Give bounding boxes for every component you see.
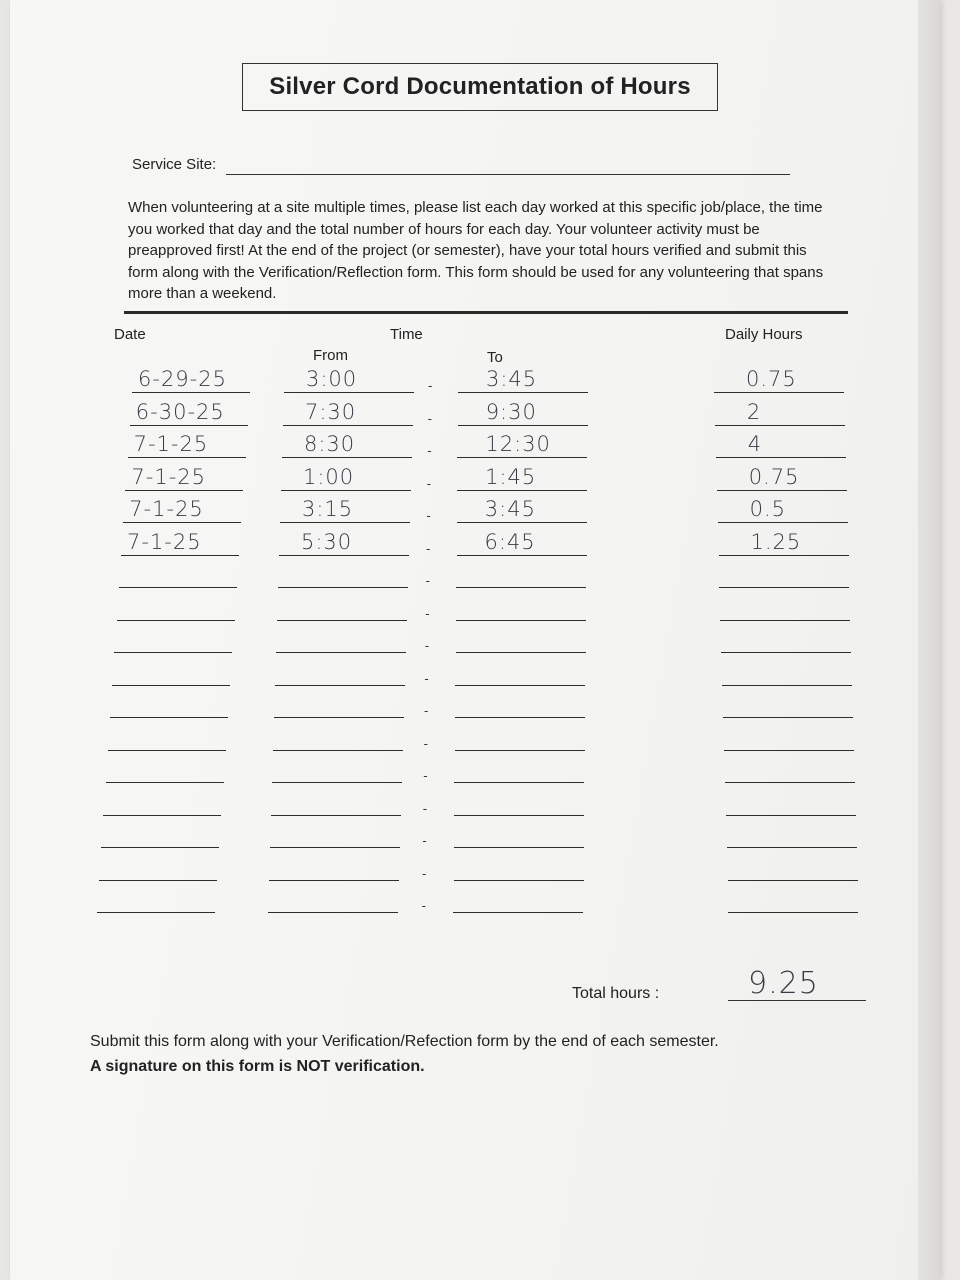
row-9-to-field[interactable] [456, 652, 586, 653]
row-15-from-field[interactable] [270, 847, 400, 848]
row-8-date-field[interactable] [117, 620, 235, 621]
row-1-separator: - [428, 378, 433, 393]
row-16-date-field[interactable] [99, 880, 217, 881]
row-2-date-field[interactable] [130, 425, 248, 426]
row-2-separator: - [427, 410, 432, 426]
row-4-to-field[interactable] [457, 490, 587, 491]
instructions-text: When volunteering at a site multiple times, please list each day worked at this specific job/place, the time you worked that day and the total number of hours for each day. Your volunteer activity must be preapproved first! At the end of the project (or semester), have your total hours verified and submit this form along with the Verification/Reflection form. This form should be used for any volunteering that spans more than a weekend. [128, 199, 824, 302]
row-2-from-value: 7:30 [305, 399, 357, 424]
row-7-date-field[interactable] [119, 587, 237, 588]
row-15-separator: - [422, 833, 427, 848]
row-11-to-field[interactable] [455, 717, 585, 718]
row-3-from-value: 8:30 [304, 432, 356, 456]
row-14-separator: - [422, 800, 428, 816]
row-11-date-field[interactable] [110, 717, 228, 718]
row-2-date-value: 6-30-25 [135, 399, 225, 424]
form-title-box [242, 63, 718, 111]
row-15-date-field[interactable] [101, 847, 219, 848]
service-site-label: Service Site: [132, 156, 217, 173]
row-7-to-field[interactable] [456, 587, 586, 588]
row-4-hours-field[interactable] [717, 490, 847, 491]
row-5-from-value: 3:15 [302, 497, 354, 521]
row-1-to-value: 3:45 [486, 367, 538, 391]
row-3-separator: - [427, 443, 432, 458]
row-4-from-value: 1:00 [303, 464, 355, 489]
header-to: To [487, 349, 503, 366]
paper-edge [918, 0, 940, 1280]
row-6-date-value: 7-1-25 [127, 529, 202, 554]
row-17-from-field[interactable] [268, 912, 398, 913]
row-5-separator: - [426, 508, 431, 523]
row-9-separator: - [424, 638, 430, 653]
row-13-from-field[interactable] [272, 782, 402, 783]
total-hours-label: Total hours : [572, 985, 660, 1002]
row-5-hours-field[interactable] [718, 522, 848, 523]
row-12-date-field[interactable] [108, 750, 226, 751]
row-15-to-field[interactable] [454, 847, 584, 848]
row-1-date-field[interactable] [132, 392, 250, 393]
row-2-from-field[interactable] [283, 425, 413, 426]
row-13-date-field[interactable] [106, 782, 224, 783]
row-3-hours-field[interactable] [716, 457, 846, 458]
row-4-date-field[interactable] [125, 490, 243, 491]
row-2-hours-value: 2 [746, 399, 762, 424]
total-hours-value: 9.25 [748, 966, 819, 1001]
row-1-hours-field[interactable] [714, 392, 844, 393]
row-16-from-field[interactable] [269, 880, 399, 881]
row-13-to-field[interactable] [454, 782, 584, 783]
row-15-hours-field[interactable] [727, 847, 857, 848]
row-5-to-field[interactable] [457, 522, 587, 523]
row-2-to-field[interactable] [458, 425, 588, 426]
row-5-date-value: 7-1-25 [129, 497, 204, 521]
row-6-to-value: 6:45 [484, 529, 536, 554]
row-6-from-value: 5:30 [301, 529, 353, 554]
row-7-from-field[interactable] [278, 587, 408, 588]
row-11-separator: - [424, 703, 429, 718]
row-10-from-field[interactable] [275, 685, 405, 686]
row-14-to-field[interactable] [454, 815, 584, 816]
row-14-from-field[interactable] [271, 815, 401, 816]
row-1-hours-value: 0.75 [746, 367, 797, 391]
row-6-hours-field[interactable] [719, 555, 849, 556]
row-1-date-value: 6-29-25 [138, 367, 227, 391]
row-4-to-value: 1:45 [485, 464, 537, 489]
row-1-from-value: 3:00 [306, 367, 358, 391]
row-8-separator: - [425, 605, 430, 621]
row-9-hours-field[interactable] [721, 652, 851, 653]
form-sheet [10, 0, 940, 1280]
row-6-to-field[interactable] [457, 555, 587, 556]
row-5-hours-value: 0.5 [749, 497, 786, 521]
row-12-to-field[interactable] [455, 750, 585, 751]
row-16-to-field[interactable] [454, 880, 584, 881]
row-6-hours-value: 1.25 [750, 529, 802, 554]
row-3-to-value: 12:30 [485, 432, 551, 456]
row-16-separator: - [422, 865, 427, 881]
header-rule [124, 311, 848, 314]
header-date: Date [114, 326, 146, 343]
row-4-from-field[interactable] [281, 490, 411, 491]
row-17-date-field[interactable] [97, 912, 215, 913]
row-7-hours-field[interactable] [719, 587, 849, 588]
row-6-date-field[interactable] [121, 555, 239, 556]
row-1-to-field[interactable] [458, 392, 588, 393]
row-4-hours-value: 0.75 [748, 464, 800, 489]
row-8-from-field[interactable] [277, 620, 407, 621]
row-17-separator: - [421, 898, 426, 913]
row-14-date-field[interactable] [103, 815, 221, 816]
header-from: From [313, 347, 348, 364]
header-time: Time [390, 326, 423, 343]
row-12-from-field[interactable] [273, 750, 403, 751]
row-9-date-field[interactable] [114, 652, 232, 653]
row-13-hours-field[interactable] [725, 782, 855, 783]
row-3-to-field[interactable] [457, 457, 587, 458]
row-16-hours-field[interactable] [728, 880, 858, 881]
row-6-separator: - [426, 540, 431, 556]
row-9-from-field[interactable] [276, 652, 406, 653]
row-3-date-field[interactable] [128, 457, 246, 458]
row-10-to-field[interactable] [455, 685, 585, 686]
form-title: Silver Cord Documentation of Hours [269, 73, 691, 100]
row-2-hours-field[interactable] [715, 425, 845, 426]
row-4-date-value: 7-1-25 [131, 464, 206, 489]
row-3-hours-value: 4 [747, 432, 763, 456]
row-10-date-field[interactable] [112, 685, 230, 686]
row-4-separator: - [426, 475, 432, 491]
row-5-from-field[interactable] [280, 522, 410, 523]
row-11-hours-field[interactable] [723, 717, 853, 718]
row-17-hours-field[interactable] [728, 912, 858, 913]
footer-warning: A signature on this form is NOT verification. [90, 1058, 425, 1075]
row-6-from-field[interactable] [279, 555, 409, 556]
row-7-separator: - [425, 573, 430, 588]
row-13-separator: - [423, 768, 428, 783]
row-3-date-value: 7-1-25 [133, 432, 209, 456]
row-17-to-field[interactable] [453, 912, 583, 913]
row-11-from-field[interactable] [274, 717, 404, 718]
row-3-from-field[interactable] [282, 457, 412, 458]
header-daily-hours: Daily Hours [725, 326, 803, 343]
row-12-hours-field[interactable] [724, 750, 854, 751]
row-10-hours-field[interactable] [722, 685, 852, 686]
row-14-hours-field[interactable] [726, 815, 856, 816]
row-5-date-field[interactable] [123, 522, 241, 523]
row-1-from-field[interactable] [284, 392, 414, 393]
row-10-separator: - [424, 670, 429, 686]
service-site-field[interactable] [226, 174, 790, 175]
row-8-hours-field[interactable] [720, 620, 850, 621]
footer-instruction: Submit this form along with your Verification/Refection form by the end of each semester. [90, 1033, 719, 1050]
row-12-separator: - [423, 735, 428, 751]
row-2-to-value: 9:30 [485, 399, 537, 424]
row-5-to-value: 3:45 [484, 497, 536, 521]
row-8-to-field[interactable] [456, 620, 586, 621]
